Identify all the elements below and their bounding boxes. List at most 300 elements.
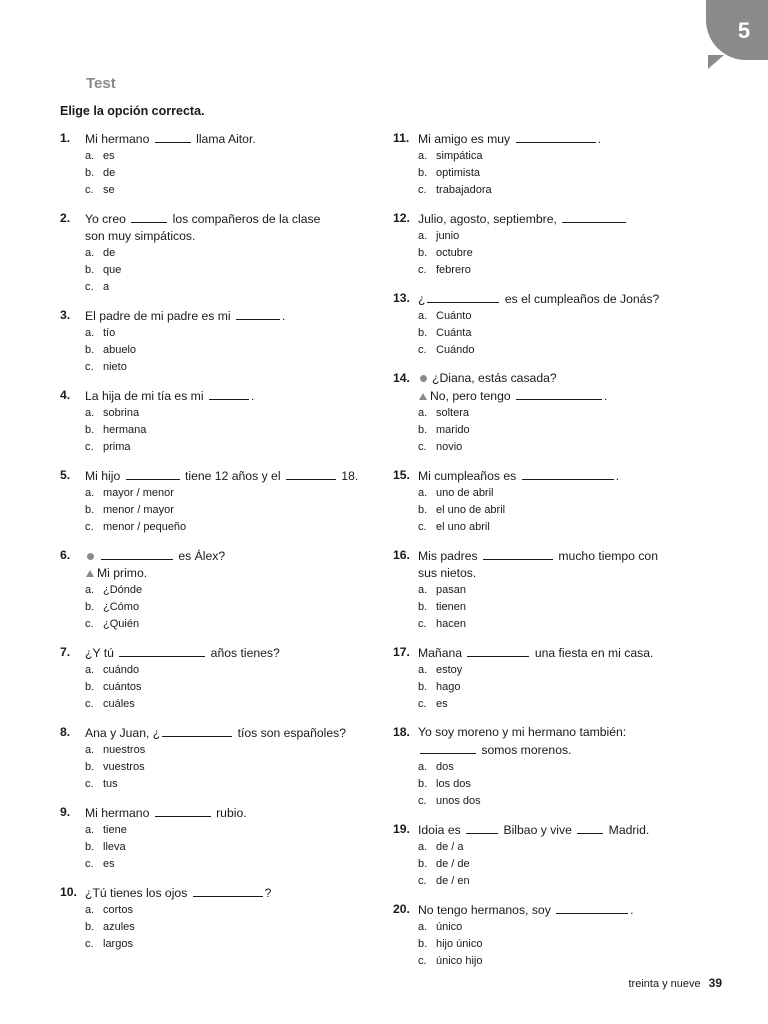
question-text: Mi hijo	[85, 469, 124, 483]
question-text: Mi hermano	[85, 806, 153, 820]
option-letter: a.	[418, 921, 428, 933]
option-letter: c.	[418, 618, 427, 630]
question-text: .	[282, 309, 286, 323]
question-number: 18.	[393, 725, 410, 739]
question-line	[393, 547, 693, 565]
answer-options	[60, 148, 370, 199]
answer-option[interactable]	[393, 182, 693, 199]
answer-option[interactable]	[60, 742, 370, 759]
option-text: dos	[436, 761, 454, 773]
unit-number: 5	[737, 18, 751, 43]
answer-blank[interactable]	[466, 821, 498, 834]
option-letter: b.	[85, 167, 95, 179]
option-letter: a.	[418, 150, 428, 162]
answer-option[interactable]	[60, 439, 370, 456]
option-text: tienen	[436, 601, 466, 613]
option-letter: c.	[418, 184, 427, 196]
answer-options	[60, 662, 370, 713]
answer-blank[interactable]	[516, 130, 596, 143]
option-text: largos	[103, 938, 133, 950]
answer-option[interactable]	[60, 759, 370, 776]
question-text: No tengo hermanos, soy	[418, 903, 555, 917]
option-text: trabajadora	[436, 184, 492, 196]
option-letter: a.	[418, 664, 428, 676]
answer-option[interactable]	[393, 439, 693, 456]
question-text: Mañana	[418, 646, 466, 660]
option-letter: a.	[85, 327, 95, 339]
question-item	[393, 644, 693, 713]
option-letter: a.	[85, 407, 95, 419]
question-number: 5.	[60, 468, 71, 482]
answer-option[interactable]	[60, 165, 370, 182]
option-letter: c.	[418, 344, 427, 356]
answer-option[interactable]	[393, 936, 693, 953]
option-letter: b.	[85, 504, 95, 516]
question-item	[393, 724, 693, 810]
answer-blank[interactable]	[516, 387, 602, 400]
dialogue-triangle-icon	[419, 393, 427, 400]
option-text: uno de abril	[436, 487, 494, 499]
question-text: años tienes?	[207, 646, 280, 660]
option-letter: c.	[85, 184, 94, 196]
option-text: Cuánto	[436, 310, 472, 322]
option-letter: b.	[418, 938, 428, 950]
question-text: es el cumpleaños de Jonás?	[501, 292, 660, 306]
question-text: Mis padres	[418, 549, 481, 563]
option-letter: b.	[85, 264, 95, 276]
question-line	[60, 565, 370, 582]
answer-blank[interactable]	[193, 884, 263, 897]
answer-option[interactable]	[60, 342, 370, 359]
answer-option[interactable]	[393, 245, 693, 262]
answer-option[interactable]	[60, 679, 370, 696]
question-item	[393, 467, 693, 536]
answer-blank[interactable]	[155, 804, 211, 817]
option-text: de	[103, 167, 116, 179]
option-text: soltera	[436, 407, 470, 419]
question-text: Mi cumpleaños es	[418, 469, 520, 483]
answer-options	[393, 839, 693, 890]
option-letter: b.	[85, 841, 95, 853]
question-text: Mi hermano	[85, 132, 153, 146]
answer-blank[interactable]	[562, 210, 626, 223]
question-line	[393, 290, 693, 308]
option-text: hijo único	[436, 938, 483, 950]
answer-options	[393, 919, 693, 970]
question-number: 14.	[393, 371, 410, 385]
answer-option[interactable]	[393, 919, 693, 936]
answer-option[interactable]	[60, 405, 370, 422]
question-text: una fiesta en mi casa.	[531, 646, 654, 660]
question-number: 19.	[393, 822, 410, 836]
answer-option[interactable]	[393, 262, 693, 279]
question-text: rubio.	[212, 806, 247, 820]
question-number: 10.	[60, 885, 77, 899]
question-text: .	[615, 469, 619, 483]
answer-option[interactable]	[393, 582, 693, 599]
option-letter: c.	[418, 521, 427, 533]
option-letter: a.	[418, 230, 428, 242]
option-letter: b.	[418, 247, 428, 259]
option-text: el uno de abril	[436, 504, 506, 516]
option-letter: a.	[418, 407, 428, 419]
option-text: de	[103, 247, 116, 259]
question-text: ¿Y tú	[85, 646, 118, 660]
option-text: junio	[436, 230, 460, 242]
answer-option[interactable]	[393, 485, 693, 502]
answer-option[interactable]	[393, 839, 693, 856]
option-letter: c.	[418, 875, 427, 887]
option-letter: c.	[85, 361, 94, 373]
question-item	[60, 804, 370, 873]
answer-blank[interactable]	[209, 387, 249, 400]
question-text: tíos son españoles?	[234, 726, 346, 740]
question-text: tiene 12 años y el	[181, 469, 284, 483]
option-text: es	[103, 150, 115, 162]
answer-option[interactable]	[393, 776, 693, 793]
question-line	[393, 724, 693, 741]
question-number: 17.	[393, 645, 410, 659]
answer-option[interactable]	[60, 856, 370, 873]
question-number: 7.	[60, 645, 71, 659]
question-item	[60, 724, 370, 793]
option-text: febrero	[436, 264, 471, 276]
option-text: cuántos	[103, 681, 142, 693]
option-text: los dos	[436, 778, 471, 790]
answer-option[interactable]	[393, 696, 693, 713]
question-text: Bilbao y vive	[500, 823, 576, 837]
option-text: vuestros	[103, 761, 145, 773]
questions-left-column	[60, 130, 370, 964]
answer-blank[interactable]	[577, 821, 603, 834]
answer-blank[interactable]	[286, 467, 336, 480]
answer-blank[interactable]	[556, 901, 628, 914]
option-letter: a.	[85, 150, 95, 162]
question-line	[60, 884, 370, 902]
section-title: Test	[86, 75, 116, 92]
question-text: Yo soy moreno y mi hermano también:	[418, 725, 627, 739]
option-letter: c.	[85, 778, 94, 790]
question-line	[60, 228, 370, 245]
option-text: de / a	[436, 841, 464, 853]
answer-blank[interactable]	[483, 547, 553, 560]
question-number: 1.	[60, 131, 71, 145]
question-line	[60, 130, 370, 148]
answer-option[interactable]	[60, 485, 370, 502]
option-letter: b.	[418, 778, 428, 790]
question-text: .	[604, 389, 608, 403]
option-letter: b.	[85, 761, 95, 773]
answer-option[interactable]	[60, 902, 370, 919]
option-letter: c.	[85, 441, 94, 453]
option-text: prima	[103, 441, 131, 453]
answer-blank[interactable]	[155, 130, 191, 143]
option-letter: c.	[85, 281, 94, 293]
question-item	[393, 547, 693, 633]
answer-option[interactable]	[393, 679, 693, 696]
answer-option[interactable]	[393, 165, 693, 182]
answer-option[interactable]	[60, 776, 370, 793]
option-letter: b.	[418, 858, 428, 870]
question-number: 12.	[393, 211, 410, 225]
question-line	[393, 821, 693, 839]
answer-options	[393, 405, 693, 456]
answer-option[interactable]	[60, 936, 370, 953]
answer-option[interactable]	[393, 519, 693, 536]
question-line	[60, 210, 370, 228]
option-letter: b.	[85, 921, 95, 933]
option-letter: b.	[85, 424, 95, 436]
page-number: 39	[708, 976, 722, 990]
option-text: Cuándo	[436, 344, 475, 356]
question-line	[60, 804, 370, 822]
question-line	[393, 387, 693, 405]
option-letter: a.	[85, 664, 95, 676]
question-text: es Álex?	[175, 549, 226, 563]
question-text: llama Aitor.	[192, 132, 256, 146]
dialogue-circle-icon	[420, 375, 427, 382]
option-letter: a.	[418, 841, 428, 853]
answer-blank[interactable]	[467, 644, 529, 657]
option-letter: b.	[418, 424, 428, 436]
answer-options	[393, 228, 693, 279]
answer-option[interactable]	[393, 405, 693, 422]
answer-option[interactable]	[60, 696, 370, 713]
answer-blank[interactable]	[119, 644, 205, 657]
option-text: mayor / menor	[103, 487, 174, 499]
option-letter: a.	[418, 487, 428, 499]
answer-option[interactable]	[393, 759, 693, 776]
answer-option[interactable]	[60, 599, 370, 616]
option-text: se	[103, 184, 115, 196]
question-line	[393, 467, 693, 485]
option-text: el uno abril	[436, 521, 490, 533]
option-letter: a.	[418, 761, 428, 773]
answer-blank[interactable]	[101, 547, 173, 560]
question-item	[60, 307, 370, 376]
question-text: Yo creo	[85, 212, 130, 226]
answer-option[interactable]	[393, 148, 693, 165]
question-text: ¿Diana, estás casada?	[432, 371, 557, 385]
answer-blank[interactable]	[427, 290, 499, 303]
option-text: único hijo	[436, 955, 483, 967]
option-text: abuelo	[103, 344, 137, 356]
question-number: 20.	[393, 902, 410, 916]
question-line	[393, 130, 693, 148]
question-item	[393, 210, 693, 279]
answer-option[interactable]	[393, 616, 693, 633]
option-text: tiene	[103, 824, 127, 836]
question-item	[60, 130, 370, 199]
question-item	[393, 370, 693, 456]
answer-options	[60, 485, 370, 536]
option-letter: a.	[85, 487, 95, 499]
option-text: cortos	[103, 904, 133, 916]
question-line	[60, 644, 370, 662]
option-letter: b.	[418, 681, 428, 693]
answer-option[interactable]	[393, 856, 693, 873]
answer-option[interactable]	[393, 793, 693, 810]
option-letter: a.	[85, 824, 95, 836]
answer-option[interactable]	[60, 822, 370, 839]
answer-options	[60, 405, 370, 456]
question-text: sus nietos.	[418, 566, 477, 580]
question-text: son muy simpáticos.	[85, 229, 196, 243]
question-line	[60, 724, 370, 742]
option-letter: c.	[418, 955, 427, 967]
option-letter: b.	[418, 327, 428, 339]
question-text: los compañeros de la clase	[169, 212, 321, 226]
answer-options	[60, 742, 370, 793]
option-letter: c.	[85, 938, 94, 950]
question-item	[60, 210, 370, 296]
question-line	[60, 307, 370, 325]
questions-right-column	[393, 130, 693, 981]
answer-option[interactable]	[393, 662, 693, 679]
option-text: novio	[436, 441, 463, 453]
answer-option[interactable]	[393, 308, 693, 325]
option-text: a	[103, 281, 110, 293]
answer-option[interactable]	[60, 582, 370, 599]
answer-option[interactable]	[60, 359, 370, 376]
answer-options	[393, 759, 693, 810]
answer-blank[interactable]	[131, 210, 167, 223]
option-text: es	[103, 858, 115, 870]
question-line	[393, 565, 693, 582]
option-text: Cuánta	[436, 327, 472, 339]
question-text: Ana y Juan, ¿	[85, 726, 161, 740]
answer-blank[interactable]	[522, 467, 614, 480]
answer-options	[60, 902, 370, 953]
option-text: hago	[436, 681, 461, 693]
question-line	[60, 467, 370, 485]
answer-options	[60, 325, 370, 376]
answer-options	[60, 582, 370, 633]
option-letter: c.	[85, 618, 94, 630]
question-text: somos morenos.	[478, 743, 572, 757]
option-text: estoy	[436, 664, 463, 676]
option-letter: b.	[418, 167, 428, 179]
question-text: .	[250, 389, 255, 403]
dialogue-triangle-icon	[86, 570, 94, 577]
question-line	[393, 210, 693, 228]
option-text: nuestros	[103, 744, 146, 756]
answer-option[interactable]	[60, 182, 370, 199]
answer-option[interactable]	[60, 519, 370, 536]
answer-options	[393, 662, 693, 713]
question-item	[60, 547, 370, 633]
question-text: 18.	[337, 469, 359, 483]
option-letter: b.	[85, 344, 95, 356]
question-item	[60, 884, 370, 953]
question-number: 16.	[393, 548, 410, 562]
answer-option[interactable]	[393, 873, 693, 890]
question-number: 4.	[60, 388, 71, 402]
question-item	[393, 290, 693, 359]
answer-option[interactable]	[60, 325, 370, 342]
instruction: Elige la opción correcta.	[60, 104, 205, 118]
answer-option[interactable]	[60, 839, 370, 856]
option-text: octubre	[436, 247, 473, 259]
answer-option[interactable]	[60, 616, 370, 633]
page-footer	[628, 976, 722, 990]
answer-blank[interactable]	[236, 307, 280, 320]
option-text: que	[103, 264, 122, 276]
answer-option[interactable]	[60, 279, 370, 296]
question-item	[393, 821, 693, 890]
question-line	[393, 644, 693, 662]
question-text: ¿	[418, 292, 426, 306]
answer-option[interactable]	[393, 342, 693, 359]
question-item	[60, 644, 370, 713]
answer-option[interactable]	[60, 422, 370, 439]
question-line	[60, 547, 370, 565]
option-letter: c.	[418, 264, 427, 276]
answer-options	[393, 308, 693, 359]
question-number: 9.	[60, 805, 71, 819]
answer-option[interactable]	[393, 228, 693, 245]
answer-option[interactable]	[60, 662, 370, 679]
question-line	[393, 901, 693, 919]
option-letter: c.	[85, 698, 94, 710]
option-text: lleva	[103, 841, 126, 853]
question-text: La hija de mi tía es mi	[85, 389, 207, 403]
answer-option[interactable]	[393, 502, 693, 519]
answer-blank[interactable]	[420, 741, 476, 754]
option-text: tus	[103, 778, 118, 790]
answer-blank[interactable]	[126, 467, 180, 480]
answer-option[interactable]	[60, 919, 370, 936]
answer-option[interactable]	[393, 953, 693, 970]
option-text: optimista	[436, 167, 481, 179]
question-number: 15.	[393, 468, 410, 482]
answer-option[interactable]	[60, 262, 370, 279]
option-letter: b.	[418, 504, 428, 516]
question-line	[60, 387, 370, 405]
question-text: .	[630, 903, 634, 917]
question-item	[393, 130, 693, 199]
option-letter: b.	[85, 601, 95, 613]
answer-option[interactable]	[393, 422, 693, 439]
option-text: ¿Cómo	[103, 601, 140, 613]
footer-text: treinta y nueve	[628, 978, 701, 990]
answer-blank[interactable]	[162, 724, 232, 737]
question-text: Mi primo.	[97, 566, 148, 580]
question-item	[60, 467, 370, 536]
option-letter: b.	[418, 601, 428, 613]
answer-option[interactable]	[393, 599, 693, 616]
question-text: Julio, agosto, septiembre,	[418, 212, 561, 226]
option-letter: a.	[418, 584, 428, 596]
answer-options	[60, 245, 370, 296]
question-number: 2.	[60, 211, 71, 225]
question-text: .	[597, 132, 601, 146]
option-text: hermana	[103, 424, 147, 436]
question-item	[60, 387, 370, 456]
answer-option[interactable]	[60, 148, 370, 165]
option-text: sobrina	[103, 407, 140, 419]
answer-option[interactable]	[60, 502, 370, 519]
answer-option[interactable]	[393, 325, 693, 342]
question-text: Mi amigo es muy	[418, 132, 514, 146]
question-text: No, pero tengo	[430, 389, 515, 403]
answer-options	[393, 485, 693, 536]
answer-option[interactable]	[60, 245, 370, 262]
answer-options	[60, 822, 370, 873]
option-text: menor / mayor	[103, 504, 174, 516]
option-letter: c.	[85, 858, 94, 870]
question-text: mucho tiempo con	[555, 549, 658, 563]
